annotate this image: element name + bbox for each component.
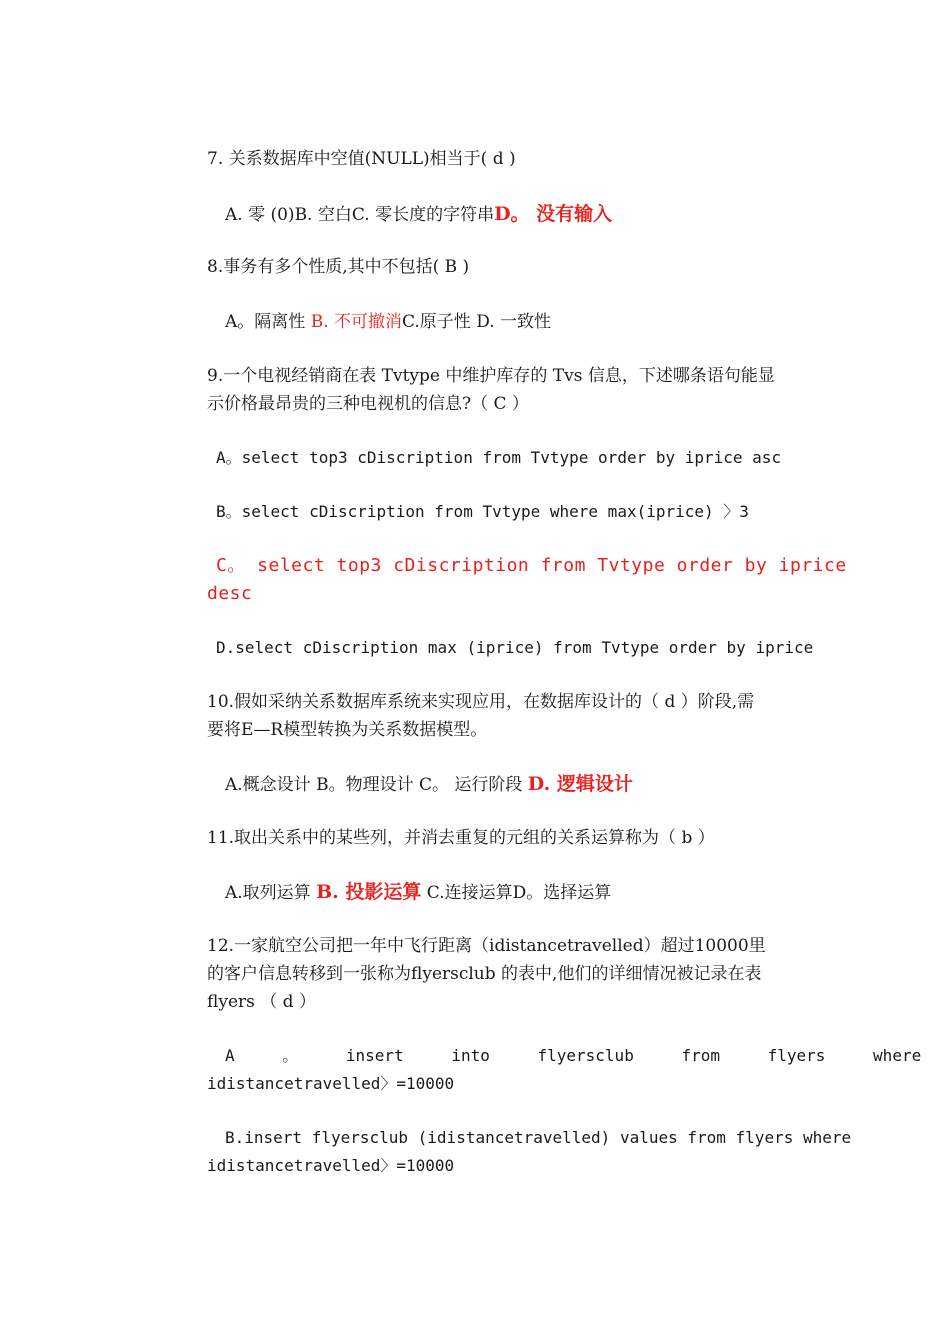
question-12-option-b-line-1 [207, 1124, 865, 1152]
question-12-stem-line-3 [207, 988, 847, 1016]
question-12-option-b-text-2: idistancetravelled〉=10000 [207, 1156, 455, 1175]
question-9-option-d-text: D.select cDiscription max (iprice) from Tvtype order by iprice [216, 638, 814, 657]
question-12-option-a-text-2: idistancetravelled〉=10000 [207, 1074, 455, 1093]
question-12-stem-text-1: 12.一家航空公司把一年中飞行距离（idistancetravelled）超过10000里 [207, 936, 766, 956]
question-7-answer: D。 没有输入 [494, 203, 613, 225]
question-11-option-a: A.取列运算 [225, 883, 317, 903]
question-7-options [207, 200, 865, 229]
question-9-option-c-line-2 [207, 580, 847, 608]
question-11-option-rest: C.连接运算D。选择运算 [421, 883, 612, 903]
question-12-option-a-line-2 [207, 1070, 847, 1098]
question-9-stem-text-1: 9.一个电视经销商在表 Tvtype 中维护库存的 Tvs 信息，下述哪条语句能显 [207, 366, 775, 386]
question-8-option-a: A。隔离性 [225, 312, 311, 332]
question-9-answer-line-2: desc [207, 583, 253, 604]
question-9-stem-line-1 [207, 362, 847, 390]
question-12-option-a-line-1 [207, 1042, 922, 1070]
question-8-stem-text: 8.事务有多个性质,其中不包括( B ) [207, 257, 470, 277]
question-9-stem-text-2: 示价格最昂贵的三种电视机的信息?（ C ） [207, 394, 529, 414]
question-11-stem-text: 11.取出关系中的某些列，并消去重复的元组的关系运算称为（ b ） [207, 828, 715, 848]
question-11-answer: B. 投影运算 [316, 881, 422, 903]
question-10-stem-line-2 [207, 716, 847, 744]
question-8-options [207, 308, 865, 336]
question-9-option-d [207, 634, 856, 662]
question-7-stem-text: 7. 关系数据库中空值(NULL)相当于( d ) [207, 149, 516, 169]
question-9-option-b-text: B。select cDiscription from Tvtype where max(iprice) 〉3 [216, 502, 749, 521]
question-7-stem [207, 145, 847, 173]
question-9-option-c-line-1 [207, 552, 856, 580]
question-9-option-a [207, 444, 856, 472]
question-12-option-b-line-2 [207, 1152, 847, 1180]
question-10-stem-text-1: 10.假如采纳关系数据库系统来实现应用，在数据库设计的（ d ）阶段,需 [207, 692, 755, 712]
question-12-stem-text-2: 的客户信息转移到一张称为flyersclub 的表中,他们的详细情况被记录在表 [207, 964, 762, 984]
question-9-stem-line-2 [207, 390, 847, 418]
question-7-options-text: A. 零 (0)B. 空白C. 零长度的字符串 [225, 205, 495, 225]
question-10-options [207, 770, 865, 799]
question-12-stem-line-2 [207, 960, 847, 988]
question-10-stem-text-2: 要将E—R模型转换为关系数据模型。 [207, 720, 488, 740]
question-10-options-text: A.概念设计 B。物理设计 C。 运行阶段 [225, 775, 528, 795]
question-9-answer-line-1: C。 select top3 cDiscription from Tvtype order by iprice [216, 555, 847, 576]
question-9-option-b [207, 498, 856, 526]
question-8-stem [207, 253, 847, 281]
question-8-answer: B. 不可撤消 [310, 312, 402, 332]
question-11-stem [207, 824, 847, 852]
question-10-stem-line-1 [207, 688, 847, 716]
question-10-answer: D. 逻辑设计 [527, 773, 633, 795]
question-9-option-a-text: A。select top3 cDiscription from Tvtype order by iprice asc [216, 448, 782, 467]
question-8-option-rest: C.原子性 D. 一致性 [402, 312, 552, 332]
question-12-stem-text-3: flyers （ d ） [207, 992, 316, 1012]
question-12-option-a-text-1: A 。 insert into flyersclub from flyers where [225, 1046, 922, 1065]
question-11-options [207, 878, 865, 907]
question-12-stem-line-1 [207, 932, 847, 960]
question-12-option-b-text-1: B.insert flyersclub (idistancetravelled) values from flyers where [225, 1128, 852, 1147]
